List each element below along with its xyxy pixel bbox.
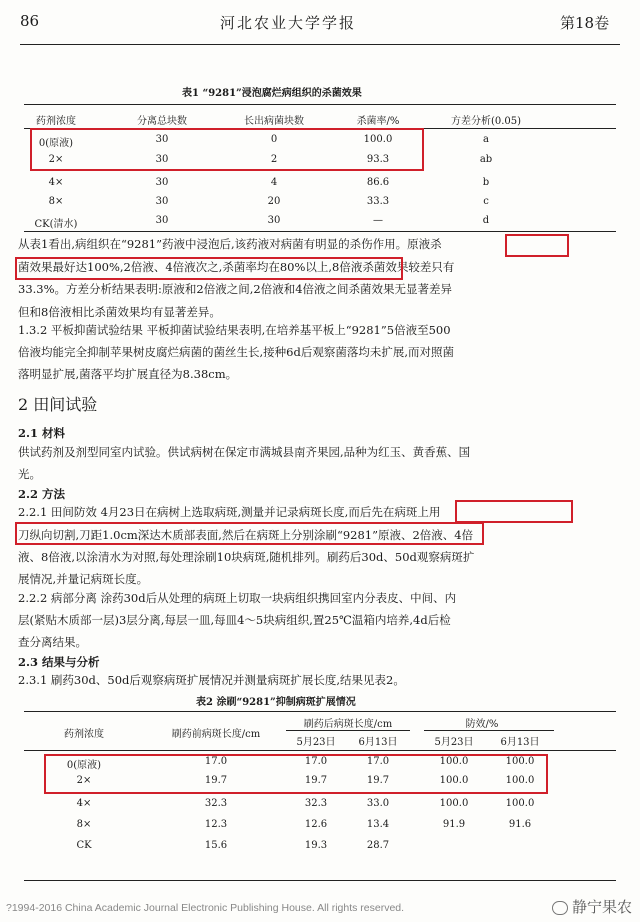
paragraph-line: 落明显扩展,菌落平均扩展直径为8.38cm。 xyxy=(18,367,238,381)
paragraph-line: 2.3.1 刷药30d、50d后观察病斑扩展情况并测量病斑扩展长度,结果见表2。 xyxy=(18,673,405,687)
table2-cell: 17.0 xyxy=(204,756,228,767)
table2-header-rule xyxy=(24,750,616,751)
journal-title: 河北农业大学学报 xyxy=(220,14,357,32)
table1-col-rate: 杀菌率/% xyxy=(356,116,400,127)
table2-cell: 100.0 xyxy=(439,756,469,767)
table1-cell: c xyxy=(483,196,489,207)
table1-cell: a xyxy=(483,134,489,145)
table1-cell: — xyxy=(373,215,383,226)
paragraph-line: 但和8倍液相比杀菌效果均有显著差异。 xyxy=(18,305,221,319)
paragraph-line: 展情况,并量记病斑长度。 xyxy=(18,572,149,586)
table2-col-efficacy: 防效/% xyxy=(465,719,499,730)
table2-caption: 表2 涂刷“9281”抑制病斑扩展情况 xyxy=(196,697,356,708)
table2-cell: 100.0 xyxy=(439,775,469,786)
paragraph-line: 供试药剂及剂型同室内试验。供试病树在保定市满城县南齐果园,品种为红玉、黄香蕉、国 xyxy=(18,445,471,459)
watermark-text: 静宁果农 xyxy=(571,898,632,916)
table1-cell: 33.3 xyxy=(366,196,390,207)
table1-col-conc: 药剂浓度 xyxy=(36,116,76,127)
table2-cell: 19.7 xyxy=(304,775,328,786)
table2-sub-date: 6月13日 xyxy=(500,737,540,748)
table1-cell: 30 xyxy=(155,134,169,145)
table1-col-total: 分离总块数 xyxy=(137,116,187,127)
table1-cell: 30 xyxy=(155,215,169,226)
table2-cell: 0(原液) xyxy=(66,760,102,771)
highlight-box-table2 xyxy=(44,754,548,794)
highlight-box-table1 xyxy=(30,128,424,171)
watermark xyxy=(552,896,632,917)
table1-cell: 8× xyxy=(48,196,64,207)
highlight-box-raw-liquid xyxy=(505,234,569,257)
subsection-heading: 2.1 材料 xyxy=(18,426,66,440)
table2-cell: 100.0 xyxy=(505,756,535,767)
volume-label: 第18卷 xyxy=(560,14,610,32)
paragraph-line: 倍液均能完全抑制苹果树皮腐烂病菌的菌丝生长,接种6d后观察菌落均未扩展,而对照菌 xyxy=(18,345,454,359)
table2-sub-date: 5月23日 xyxy=(434,737,474,748)
table1-cell: 0(原液) xyxy=(38,138,74,149)
copyright-footer: ?1994-2016 China Academic Journal Electronic Publishing House. All rights reserved. xyxy=(6,902,405,914)
table2-cell: 100.0 xyxy=(505,798,535,809)
table2-bottom-rule xyxy=(24,880,616,881)
table1-caption: 表1 “9281”浸泡腐烂病组织的杀菌效果 xyxy=(182,88,362,99)
table2-cell: 12.3 xyxy=(204,819,228,830)
table2-cell: 100.0 xyxy=(439,798,469,809)
table2-eff-rule xyxy=(424,730,554,731)
table1-col-anova: 方差分析(0.05) xyxy=(450,116,522,127)
table1-cell: ab xyxy=(479,154,493,165)
section-heading: 2 田间试验 xyxy=(18,395,98,414)
table1-cell: 2× xyxy=(48,154,64,165)
table2-cell: 91.9 xyxy=(442,819,466,830)
paragraph-line: 2.2.2 病部分离 涂药30d后从处理的病斑上切取一块病组织携回室内分表皮、中间、内 xyxy=(18,591,457,605)
table2-cell: 32.3 xyxy=(304,798,328,809)
page-number: 86 xyxy=(20,12,40,30)
paragraph-line: 刀纵向切割,刀距1.0cm深达木质部表面,然后在病斑上分别涂刷“9281”原液、2倍液、4倍 xyxy=(18,528,474,542)
paragraph-line: 33.3%。方差分析结果表明:原液和2倍液之间,2倍液和4倍液之间杀菌效果无显著差异 xyxy=(18,282,453,296)
table1-cell: 30 xyxy=(155,154,169,165)
table2-col-conc: 药剂浓度 xyxy=(64,729,104,740)
table2-top-rule xyxy=(24,711,616,712)
table2-cell: CK xyxy=(76,840,92,851)
header-rule xyxy=(20,44,620,45)
table2-cell: 4× xyxy=(76,798,92,809)
table2-cell: 12.6 xyxy=(304,819,328,830)
paragraph-line: 2.2.1 田间防效 4月23日在病树上选取病斑,测量并记录病斑长度,而后先在病斑上用 xyxy=(18,505,441,519)
paragraph-line: 层(紧贴木质部一层)3层分离,每层一皿,每皿4～5块病组织,置25℃温箱内培养,4d后检 xyxy=(18,613,451,627)
table2-cell: 100.0 xyxy=(505,775,535,786)
table1-cell: d xyxy=(482,215,490,226)
table1-cell: 30 xyxy=(155,196,169,207)
subsection-heading: 2.3 结果与分析 xyxy=(18,655,100,669)
table2-cell: 2× xyxy=(76,775,92,786)
paragraph-line: 光。 xyxy=(18,467,41,481)
table2-cell: 28.7 xyxy=(366,840,390,851)
table2-col-before: 刷药前病斑长度/cm xyxy=(171,729,261,740)
table2-cell: 19.7 xyxy=(204,775,228,786)
wechat-icon xyxy=(552,901,568,915)
highlight-box-method-1 xyxy=(455,500,573,523)
table1-cell: 86.6 xyxy=(366,177,390,188)
highlight-box-method-2 xyxy=(15,522,484,545)
paragraph-line: 液、8倍液,以涂清水为对照,每处理涂刷10块病斑,随机排列。刷药后30d、50d观察病斑扩 xyxy=(18,550,475,564)
table1-cell: 30 xyxy=(267,215,281,226)
table2-cell: 17.0 xyxy=(304,756,328,767)
table1-bottom-rule xyxy=(24,231,616,232)
subsection-heading: 2.2 方法 xyxy=(18,487,66,501)
table2-sub-date: 6月13日 xyxy=(358,737,398,748)
table2-cell: 32.3 xyxy=(204,798,228,809)
table2-col-after: 刷药后病斑长度/cm xyxy=(303,719,393,730)
table1-cell: b xyxy=(482,177,490,188)
table2-cell: 15.6 xyxy=(204,840,228,851)
table1-cell: CK(清水) xyxy=(34,219,78,230)
highlight-box-effect xyxy=(15,257,403,280)
table2-cell: 33.0 xyxy=(366,798,390,809)
table1-cell: 30 xyxy=(155,177,169,188)
table1-cell: 2 xyxy=(270,154,278,165)
table1-cell: 20 xyxy=(267,196,281,207)
paragraph-line: 1.3.2 平板抑菌试验结果 平板抑菌试验结果表明,在培养基平板上“9281”5倍液至500 xyxy=(18,323,451,337)
table1-cell: 0 xyxy=(270,134,278,145)
table2-cell: 8× xyxy=(76,819,92,830)
table2-sub-date: 5月23日 xyxy=(296,737,336,748)
table1-cell: 4 xyxy=(270,177,278,188)
table1-cell: 93.3 xyxy=(366,154,390,165)
table2-cell: 13.4 xyxy=(366,819,390,830)
table1-cell: 4× xyxy=(48,177,64,188)
table2-cell: 19.7 xyxy=(366,775,390,786)
paragraph-line: 菌效果最好达100%,2倍液、4倍液次之,杀菌率均在80%以上,8倍液杀菌效果较差只有 xyxy=(18,260,455,274)
table1-cell: 100.0 xyxy=(363,134,393,145)
table2-cell: 91.6 xyxy=(508,819,532,830)
paragraph-line: 从表1看出,病组织在“9281”药液中浸泡后,该药液对病菌有明显的杀伤作用。原液杀 xyxy=(18,237,442,251)
table2-cell: 19.3 xyxy=(304,840,328,851)
table1-col-grown: 长出病菌块数 xyxy=(244,116,304,127)
table2-after-rule xyxy=(286,730,410,731)
table1-top-rule xyxy=(24,104,616,105)
paragraph-line: 查分离结果。 xyxy=(18,635,87,649)
table2-cell: 17.0 xyxy=(366,756,390,767)
